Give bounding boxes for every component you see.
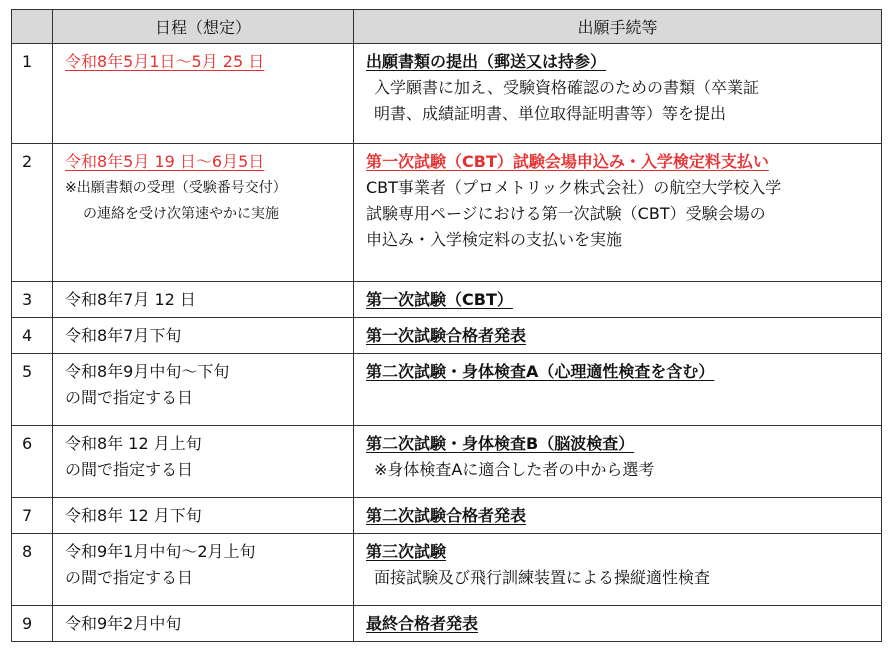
table-row <box>12 318 882 354</box>
procedure-detail: 明書、成績証明書、単位取得証明書等）等を提出 <box>374 104 727 123</box>
row-number: 6 <box>22 434 33 453</box>
procedure-title: 第一次試験（CBT） <box>366 290 513 309</box>
row-number: 5 <box>22 362 33 381</box>
schedule-date: 令和9年2月中旬 <box>65 614 182 633</box>
table-row <box>12 144 882 282</box>
row-number: 7 <box>22 506 33 525</box>
row-number: 9 <box>22 614 33 633</box>
procedure-detail: 面接試験及び飛行訓練装置による操縦適性検査 <box>374 568 711 587</box>
schedule-date: 令和8年5月1日～5月 25 日 <box>65 52 265 71</box>
row-number: 1 <box>22 52 33 71</box>
schedule-date: 令和9年1月中旬～2月上旬 <box>65 542 256 561</box>
header-number <box>12 10 53 44</box>
schedule-note: ※出願書類の受理（受験番号交付） <box>65 180 287 196</box>
procedure-title: 最終合格者発表 <box>366 614 479 633</box>
procedure-title: 第三次試験 <box>366 542 447 561</box>
table-row <box>12 44 882 144</box>
procedure-title: 第一次試験合格者発表 <box>366 326 527 345</box>
schedule-date: の間で指定する日 <box>65 460 194 479</box>
table-header-row <box>12 10 882 44</box>
row-number: 3 <box>22 290 33 309</box>
table-row <box>12 534 882 606</box>
procedure-title: 第一次試験（CBT）試験会場申込み・入学検定料支払い <box>366 152 769 171</box>
schedule-date: 令和8年7月 12 日 <box>65 290 196 309</box>
procedure-detail: ※身体検査Aに適合した者の中から選考 <box>374 460 655 479</box>
schedule-table <box>11 9 882 642</box>
procedure-detail: 入学願書に加え、受験資格確認のための書類（卒業証 <box>374 78 759 97</box>
procedure-title: 第二次試験・身体検査A（心理適性検査を含む） <box>366 362 715 381</box>
schedule-date: 令和8年 12 月上旬 <box>65 434 202 453</box>
schedule-date: の間で指定する日 <box>65 388 194 407</box>
procedure-detail: 申込み・入学検定料の支払いを実施 <box>366 230 623 249</box>
schedule-date: 令和8年7月下旬 <box>65 326 182 345</box>
procedure-detail: CBT事業者（プロメトリック株式会社）の航空大学校入学 <box>366 178 782 197</box>
row-number: 2 <box>22 152 33 171</box>
row-number: 8 <box>22 542 33 561</box>
procedure-title: 出願書類の提出（郵送又は持参） <box>366 52 607 71</box>
table-row <box>12 354 882 426</box>
table-row <box>12 426 882 498</box>
schedule-date: 令和8年 12 月下旬 <box>65 506 202 525</box>
header-procedure: 出願手続等 <box>354 10 882 44</box>
schedule-note: の連絡を受け次第速やかに実施 <box>83 206 279 222</box>
table-row <box>12 606 882 642</box>
header-schedule: 日程（想定） <box>53 10 354 44</box>
schedule-date: 令和8年9月中旬～下旬 <box>65 362 230 381</box>
procedure-detail: 試験専用ページにおける第一次試験（CBT）受験会場の <box>366 204 766 223</box>
schedule-date: 令和8年5月 19 日～6月5日 <box>65 152 265 171</box>
table-row <box>12 498 882 534</box>
schedule-date: の間で指定する日 <box>65 568 194 587</box>
row-number: 4 <box>22 326 33 345</box>
procedure-title: 第二次試験合格者発表 <box>366 506 527 525</box>
table-row <box>12 282 882 318</box>
procedure-title: 第二次試験・身体検査B（脳波検査） <box>366 434 635 453</box>
